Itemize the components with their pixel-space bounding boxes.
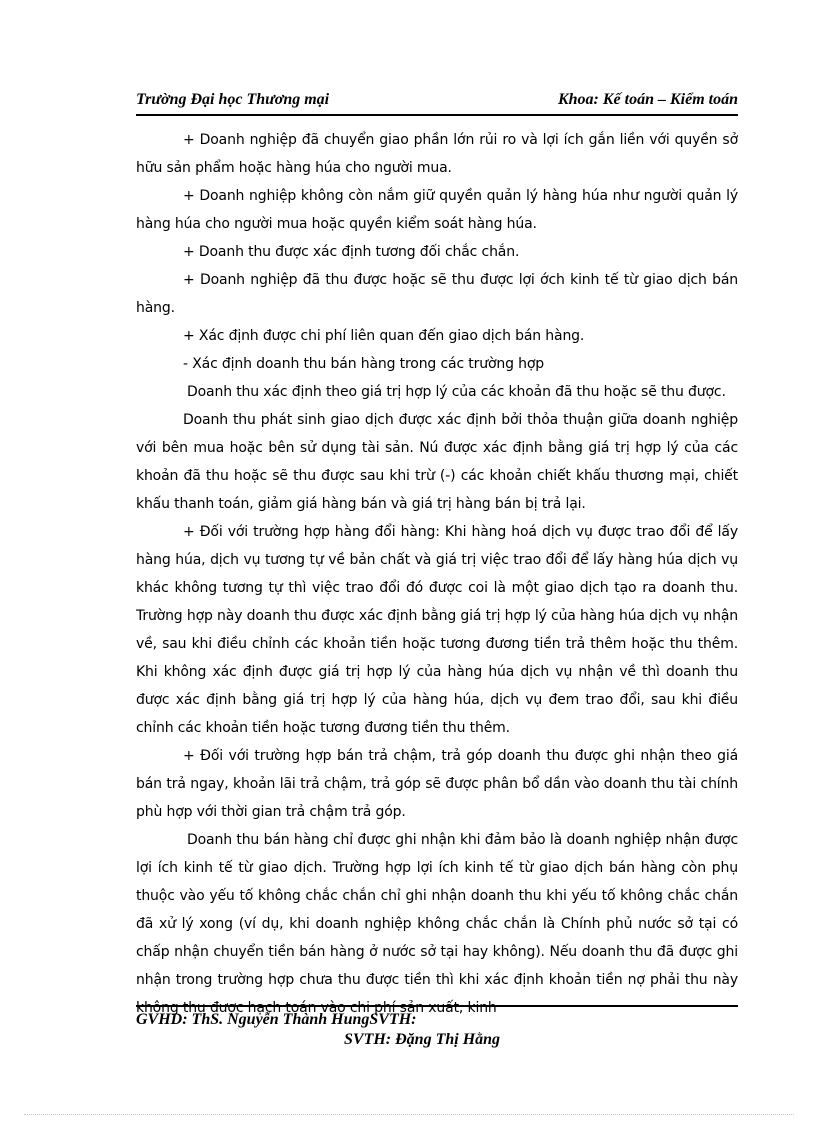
paragraph: + Đối với trường hợp bán trả chậm, trả góp doanh thu được ghi nhận theo giá bán trả ngay, khoản lãi trả chậm, trả góp sẽ được phân bổ dần vào doanh thu tài chính phù hợp với thời gian trả chậm trả góp. xyxy=(136,748,738,820)
paragraph: Doanh thu bán hàng chỉ được ghi nhận khi đảm bảo là doanh nghiệp nhận được lợi ích kinh tế từ giao dịch. Trường hợp lợi ích kinh tế từ giao dịch bán hàng còn phụ thuộc vào yếu tố không chắc chắn chỉ ghi nhận doanh thu khi yếu tố không chắc chắn đã xử lý xong (ví dụ, khi doanh nghiệp không chắc chắn là Chính phủ nước sở tại có chấp nhận chuyển tiền bán hàng ở nước sở tại hay không). Nếu doanh thu đã được ghi nhận trong trường hợp chưa thu được tiền thì khi xác định khoản tiền nợ phải thu này không thu được hạch toán vào chi phí sản xuất, kinh xyxy=(136,832,738,1016)
paragraph: + Xác định được chi phí liên quan đến giao dịch bán hàng. xyxy=(183,328,585,344)
page-edge-divider xyxy=(24,1114,794,1115)
footer-student: SVTH: Đặng Thị Hằng xyxy=(344,1031,501,1048)
header-faculty: Khoa: Kế toán – Kiểm toán xyxy=(557,91,738,108)
paragraph: + Doanh nghiệp không còn nắm giữ quyền quản lý hàng húa như người quản lý hàng húa cho người mua hoặc quyền kiểm soát hàng húa. xyxy=(136,188,738,232)
paragraph: Doanh thu xác định theo giá trị hợp lý của các khoản đã thu hoặc sẽ thu được. xyxy=(187,384,726,400)
document-body xyxy=(136,126,738,1022)
page-footer xyxy=(136,1005,738,1048)
paragraph: + Doanh nghiệp đã chuyển giao phần lớn rủi ro và lợi ích gắn liền với quyền sở hữu sản phẩm hoặc hàng húa cho người mua. xyxy=(136,132,738,176)
paragraph: + Doanh nghiệp đã thu được hoặc sẽ thu được lợi ớch kinh tế từ giao dịch bán hàng. xyxy=(136,272,738,316)
footer-supervisor: GVHD: ThS. Nguyễn Thành HungSVTH: xyxy=(136,1011,417,1028)
paragraph: Doanh thu phát sinh giao dịch được xác định bởi thỏa thuận giữa doanh nghiệp với bên mua hoặc bên sử dụng tài sản. Nú được xác định bằng giá trị hợp lý của các khoản đã thu hoặc sẽ thu được sau khi trừ (-) các khoản chiết khấu thương mại, chiết khấu thanh toán, giảm giá hàng bán và giá trị hàng bán bị trả lại. xyxy=(136,412,738,512)
paragraph: + Đối với trường hợp hàng đổi hàng: Khi hàng hoá dịch vụ được trao đổi để lấy hàng húa, dịch vụ tương tự về bản chất và giá trị việc trao đổi để lấy hàng húa dịch vụ khác không tương tự thì việc trao đổi đó được coi là một giao dịch tạo ra doanh thu. Trường hợp này doanh thu được xác định bằng giá trị hợp lý của hàng húa dịch vụ nhận về, sau khi điều chỉnh các khoản tiền hoặc tương đương tiền trả thêm hoặc thu thêm. Khi không xác định được giá trị hợp lý của hàng húa dịch vụ nhận về thì doanh thu được xác định bằng giá trị hợp lý của hàng húa, dịch vụ đem trao đổi, sau khi điều chỉnh các khoản tiền hoặc tương đương tiền thu thêm. xyxy=(136,524,738,736)
paragraph: - Xác định doanh thu bán hàng trong các trường hợp xyxy=(183,356,545,372)
page-header xyxy=(136,90,738,116)
paragraph: + Doanh thu được xác định tương đối chắc chắn. xyxy=(183,244,520,260)
header-university: Trường Đại học Thương mại xyxy=(136,91,330,108)
